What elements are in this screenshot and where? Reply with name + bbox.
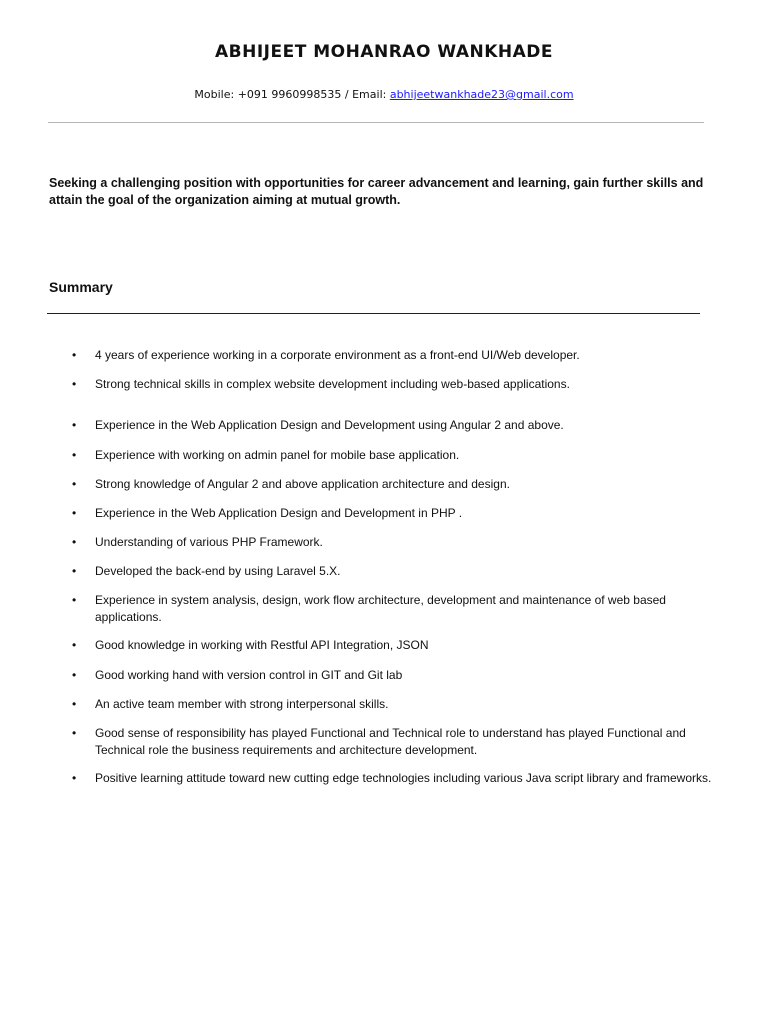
contact-mobile: Mobile: +091 9960998535 / Email:	[194, 88, 390, 101]
bullet-icon: •	[72, 477, 77, 491]
bullet-icon: •	[72, 506, 77, 520]
list-item-text: Strong technical skills in complex website development including web-based applications.	[95, 377, 570, 391]
bullet-icon: •	[72, 535, 77, 549]
list-item-text: Positive learning attitude toward new cutting edge technologies including various Java script library and frameworks.	[95, 771, 712, 785]
bullet-icon: •	[72, 771, 77, 785]
list-item-text: Experience with working on admin panel for mobile base application.	[95, 448, 460, 462]
list-item-text: Experience in the Web Application Design and Development using Angular 2 and above.	[95, 418, 564, 432]
summary-heading: Summary	[49, 279, 113, 295]
bullet-icon: •	[72, 638, 77, 652]
bullet-icon: •	[72, 564, 77, 578]
list-item-text: Developed the back-end by using Laravel 5.X.	[95, 564, 341, 578]
bullet-icon: •	[72, 593, 77, 607]
resume-name: ABHIJEET MOHANRAO WANKHADE	[215, 42, 553, 62]
objective-statement: Seeking a challenging position with opportunities for career advancement and learning, gain further skills and attain the goal of the organization aiming at mutual growth.	[49, 176, 704, 207]
list-item-text: Strong knowledge of Angular 2 and above application architecture and design.	[95, 477, 510, 491]
summary-divider	[47, 313, 700, 314]
list-item-text: An active team member with strong interpersonal skills.	[95, 697, 389, 711]
list-item-text: Good sense of responsibility has played Functional and Technical role to understand has played Functional and Technical role the business requirements and architecture development.	[95, 726, 686, 757]
list-item-text: Experience in system analysis, design, work flow architecture, development and maintenance of web based applications.	[95, 593, 666, 624]
bullet-icon: •	[72, 418, 77, 432]
email-link[interactable]: abhijeetwankhade23@gmail.com	[389, 88, 574, 101]
list-item-text: Good working hand with version control in GIT and Git lab	[95, 668, 403, 682]
list-item-text: 4 years of experience working in a corporate environment as a front-end UI/Web developer.	[95, 348, 580, 362]
bullet-icon: •	[72, 348, 77, 362]
contact-line	[0, 88, 768, 101]
list-item-text: Good knowledge in working with Restful API Integration, JSON	[95, 638, 429, 652]
bullet-icon: •	[72, 668, 77, 682]
list-item-text: Experience in the Web Application Design and Development in PHP .	[95, 506, 463, 520]
bullet-icon: •	[72, 448, 77, 462]
bullet-icon: •	[72, 726, 77, 740]
list-item-text: Understanding of various PHP Framework.	[95, 535, 323, 549]
bullet-icon: •	[72, 377, 77, 391]
header-divider	[48, 122, 704, 123]
bullet-icon: •	[72, 697, 77, 711]
